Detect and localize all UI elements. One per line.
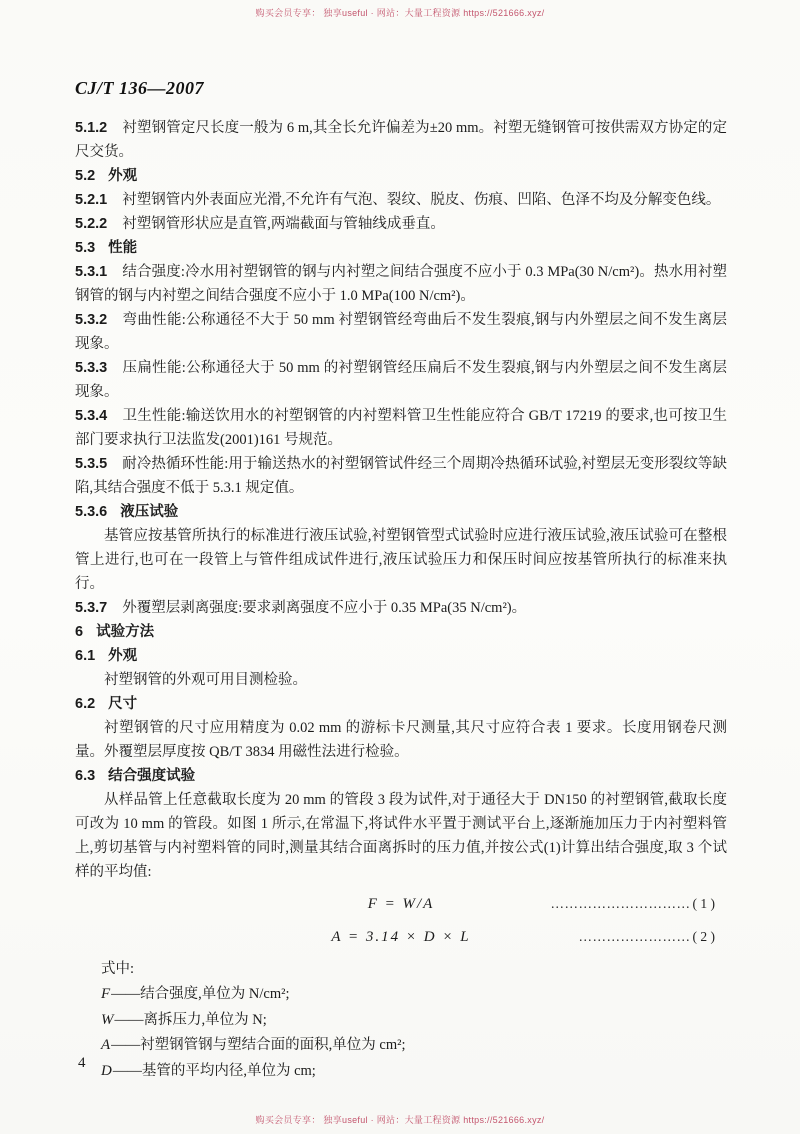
definition-text: ——基管的平均内径,单位为 cm; bbox=[112, 1062, 316, 1079]
clause-paragraph bbox=[75, 404, 727, 452]
body-paragraph bbox=[75, 788, 727, 884]
symbol: F bbox=[101, 986, 112, 1002]
clause-text: 结合强度试验 bbox=[108, 768, 196, 784]
section-heading bbox=[75, 164, 727, 188]
formula-expression: F = W/A bbox=[367, 896, 435, 912]
document-body bbox=[75, 116, 727, 1084]
formula-row bbox=[75, 891, 727, 917]
clause-number: 5.3.7 bbox=[75, 600, 108, 616]
dot-leader: ………………………… bbox=[550, 896, 691, 911]
symbol-definition bbox=[75, 982, 727, 1007]
blocks-container bbox=[75, 116, 727, 884]
symbol: D bbox=[101, 1062, 113, 1079]
clause-number: 5.3.6 bbox=[75, 504, 108, 520]
formula-row bbox=[75, 924, 727, 950]
clause-number: 5.1.2 bbox=[75, 120, 108, 136]
clause-text: 耐冷热循环性能:用于输送热水的衬塑钢管试件经三个周期冷热循环试验,衬塑层无变形裂纹等缺陷,其结合强度不低于 5.3.1 规定值。 bbox=[75, 456, 727, 496]
clause-paragraph bbox=[75, 308, 727, 356]
symbol: A bbox=[101, 1037, 112, 1053]
clause-text: 性能 bbox=[108, 240, 138, 256]
clause-number: 5.3.5 bbox=[75, 456, 108, 472]
clause-text: 衬塑钢管内外表面应光滑,不允许有气泡、裂纹、脱皮、伤痕、凹陷、色泽不均及分解变色线。 bbox=[122, 192, 721, 208]
section-heading bbox=[75, 764, 727, 788]
body-paragraph bbox=[75, 716, 727, 764]
clause-text: 从样品管上任意截取长度为 20 mm 的管段 3 段为试件,对于通径大于 DN150 的衬塑钢管,截取长度可改为 10 mm 的管段。如图 1 所示,在常温下,将试件水平置于测试平台上,逐渐施加压力于内衬塑料管上,剪切基管与内衬塑料管的同时,测量其结合面离拆时的压力值,并按公式(1)计算出结合强度,取 3 个试样的平均值: bbox=[75, 792, 727, 880]
clause-text: 结合强度:冷水用衬塑钢管的钢与内衬塑之间结合强度不应小于 0.3 MPa(30 N/cm²)。热水用衬塑钢管的钢与内衬塑之间结合强度不应小于 1.0 MPa(100 N/cm²)。 bbox=[75, 264, 727, 304]
clause-number: 6.3 bbox=[75, 768, 96, 784]
section-heading bbox=[75, 692, 727, 716]
watermark-bottom: 购买会员专享： 独享useful · 网站：大量工程资源 https://521666.xyz/ bbox=[255, 1115, 545, 1125]
section-heading bbox=[75, 500, 727, 524]
clause-number: 5.2.2 bbox=[75, 216, 108, 232]
equation-number: ( 1 ) bbox=[692, 896, 715, 911]
doc-number: CJ/T 136—2007 bbox=[75, 78, 205, 98]
clause-paragraph bbox=[75, 596, 727, 620]
formulas-container bbox=[75, 891, 727, 950]
body-paragraph bbox=[75, 524, 727, 596]
clause-text: 衬塑钢管形状应是直管,两端截面与管轴线成垂直。 bbox=[122, 216, 445, 232]
definition-text: ——结合强度,单位为 N/cm²; bbox=[111, 986, 290, 1002]
clause-paragraph bbox=[75, 260, 727, 308]
clause-text: 液压试验 bbox=[120, 504, 179, 520]
clause-text: 外观 bbox=[108, 648, 138, 664]
clause-text: 压扁性能:公称通径大于 50 mm 的衬塑钢管经压扁后不发生裂痕,钢与内外塑层之间不发生离层现象。 bbox=[75, 360, 727, 400]
definition-text: ——衬塑钢管钢与塑结合面的面积,单位为 cm²; bbox=[111, 1037, 406, 1053]
clause-number: 5.3.1 bbox=[75, 264, 108, 280]
watermark-top: 购买会员专享： 独享useful · 网站：大量工程资源 https://521666.xyz/ bbox=[255, 8, 545, 18]
clause-text: 外观 bbox=[108, 168, 138, 184]
clause-paragraph bbox=[75, 188, 727, 212]
definitions-container bbox=[75, 982, 727, 1083]
clause-text: 卫生性能:输送饮用水的衬塑钢管的内衬塑料管卫生性能应符合 GB/T 17219 的要求,也可按卫生部门要求执行卫法监发(2001)161 号规范。 bbox=[75, 408, 727, 448]
clause-number: 5.3.3 bbox=[75, 360, 108, 376]
formula-reference bbox=[551, 891, 716, 917]
clause-text: 衬塑钢管的尺寸应用精度为 0.02 mm 的游标卡尺测量,其尺寸应符合表 1 要求。长度用钢卷尺测量。外覆塑层厚度按 QB/T 3834 用磁性法进行检验。 bbox=[75, 720, 727, 760]
clause-text: 弯曲性能:公称通径不大于 50 mm 衬塑钢管经弯曲后不发生裂痕,钢与内外塑层之间不发生离层现象。 bbox=[75, 312, 727, 352]
clause-text: 基管应按基管所执行的标准进行液压试验,衬塑钢管型式试验时应进行液压试验,液压试验可在整根管上进行,也可在一段管上与管件组成试件进行,液压试验压力和保压时间应按基管所执行的标准来执行。 bbox=[75, 528, 727, 592]
section-heading bbox=[75, 236, 727, 260]
page-number: 4 bbox=[78, 1055, 86, 1071]
symbol-definition bbox=[75, 1033, 727, 1058]
clause-paragraph bbox=[75, 212, 727, 236]
symbol: W bbox=[101, 1011, 115, 1028]
clause-number: 5.3 bbox=[75, 240, 96, 256]
symbol-definition bbox=[75, 1008, 727, 1033]
clause-number: 6 bbox=[75, 624, 84, 640]
clause-text: 外覆塑层剥离强度:要求剥离强度不应小于 0.35 MPa(35 N/cm²)。 bbox=[122, 600, 527, 616]
symbol-definition bbox=[75, 1059, 727, 1084]
dot-leader: …………………… bbox=[578, 929, 691, 944]
clause-number: 6.1 bbox=[75, 648, 96, 664]
clause-paragraph bbox=[75, 116, 727, 164]
equation-number: ( 2 ) bbox=[692, 929, 715, 944]
clause-number: 6.2 bbox=[75, 696, 96, 712]
clause-number: 5.2.1 bbox=[75, 192, 108, 208]
section-heading bbox=[75, 644, 727, 668]
clause-paragraph bbox=[75, 452, 727, 500]
body-paragraph bbox=[75, 668, 727, 692]
section-heading bbox=[75, 620, 727, 644]
clause-text: 尺寸 bbox=[108, 696, 138, 712]
formula-reference bbox=[579, 924, 716, 950]
clause-paragraph bbox=[75, 356, 727, 404]
where-label: 式中: bbox=[101, 961, 135, 977]
formula-expression: A = 3.14 × D × L bbox=[331, 929, 471, 945]
clause-number: 5.3.4 bbox=[75, 408, 108, 424]
clause-text: 衬塑钢管定尺长度一般为 6 m,其全长允许偏差为±20 mm。衬塑无缝钢管可按供需双方协定的定尺交货。 bbox=[75, 120, 727, 160]
clause-number: 5.2 bbox=[75, 168, 96, 184]
clause-text: 试验方法 bbox=[96, 624, 155, 640]
definition-text: ——离拆压力,单位为 N; bbox=[114, 1011, 267, 1028]
clause-number: 5.3.2 bbox=[75, 312, 108, 328]
clause-text: 衬塑钢管的外观可用目测检验。 bbox=[104, 672, 307, 688]
